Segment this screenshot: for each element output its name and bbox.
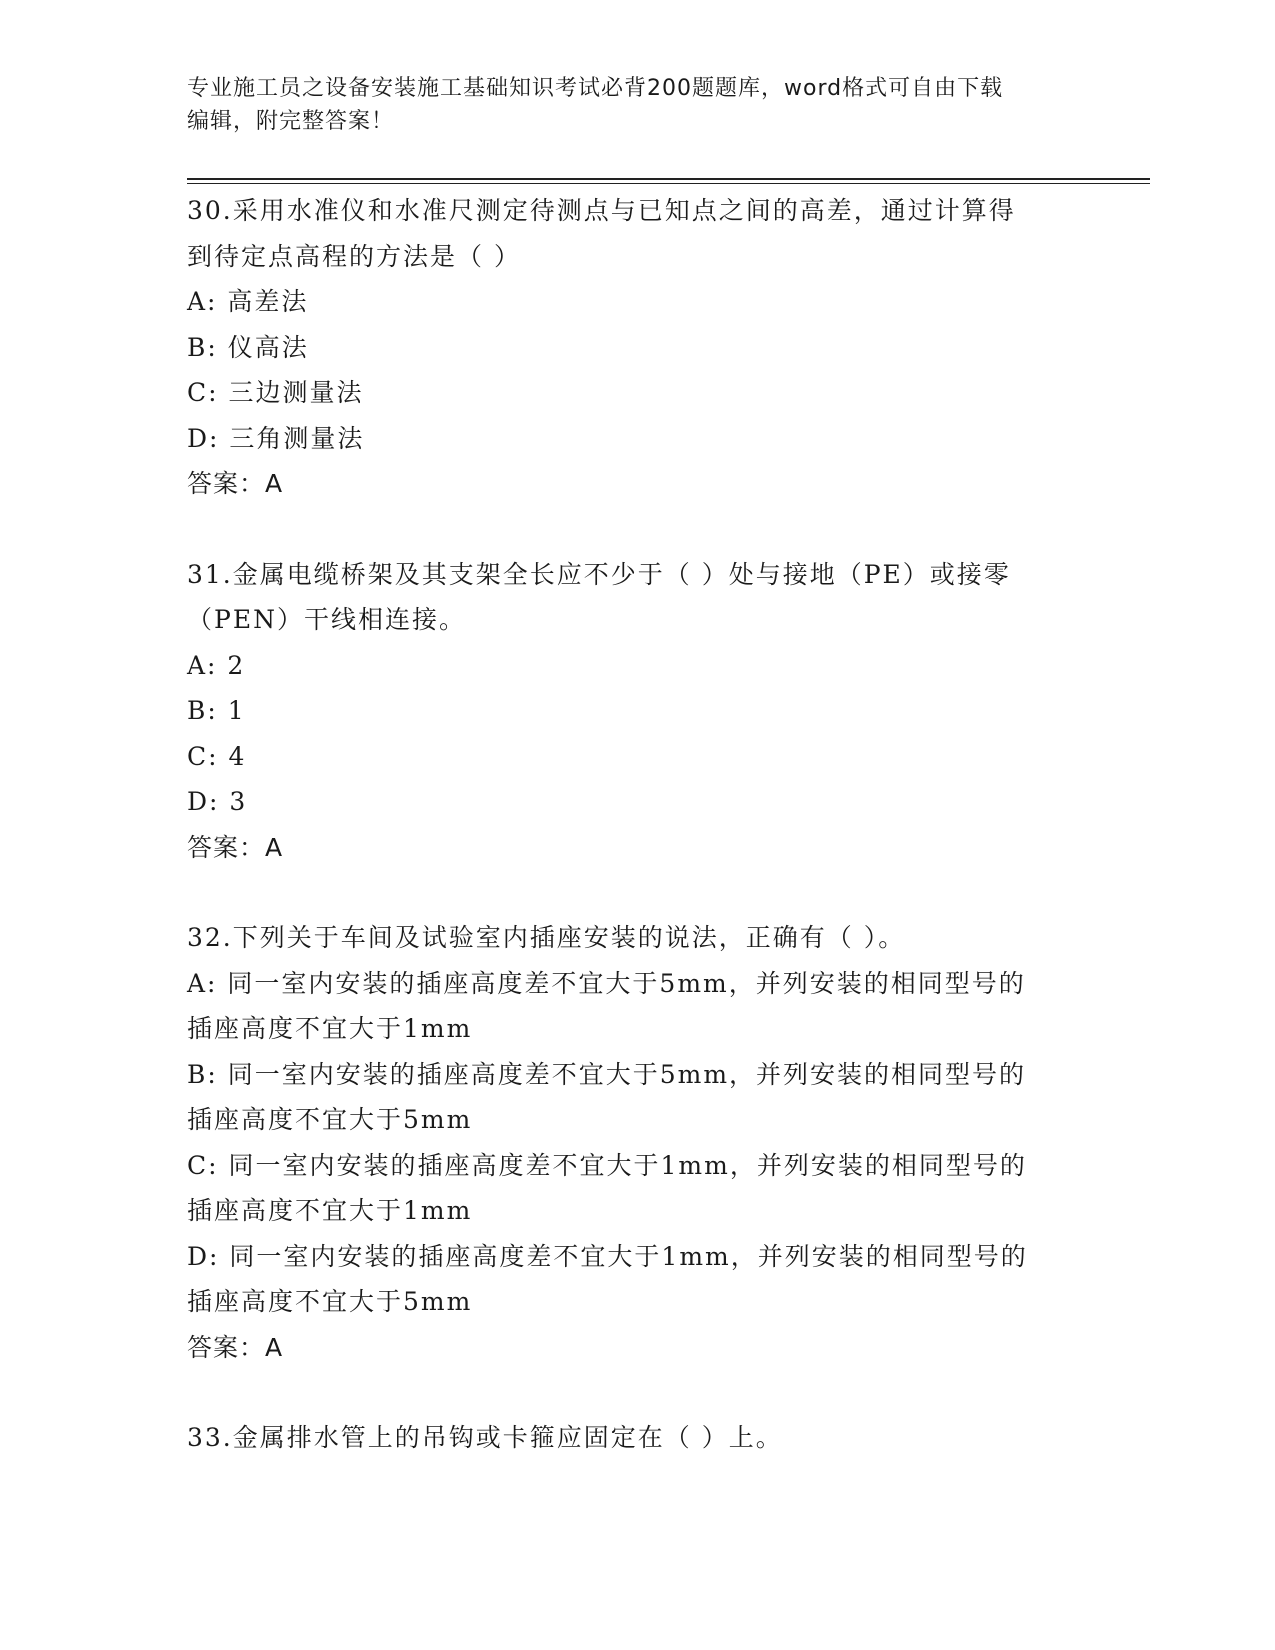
question-stem: 31.金属电缆桥架及其支架全长应不少于（ ）处与接地（PE）或接零 bbox=[187, 559, 1011, 589]
question-stem: 30.采用水准仪和水准尺测定待测点与已知点之间的高差，通过计算得 bbox=[187, 196, 1016, 225]
question-block bbox=[187, 1415, 1087, 1461]
spacer bbox=[187, 870, 1087, 915]
option-d: D: 三角测量法 bbox=[187, 423, 365, 453]
question-stem: 33.金属排水管上的吊钩或卡箍应固定在（ ）上。 bbox=[187, 1423, 783, 1452]
header-divider bbox=[187, 178, 1150, 180]
header-line-2: 编辑，附完整答案！ bbox=[187, 109, 395, 134]
option-d: D: 同一室内安装的插座高度差不宜大于1mm，并列安装的相同型号的 bbox=[187, 1241, 1028, 1271]
spacer bbox=[187, 507, 1087, 552]
option-a: A: 同一室内安装的插座高度差不宜大于5mm，并列安装的相同型号的 bbox=[187, 968, 1026, 998]
option-b: B: 1 bbox=[187, 696, 246, 725]
question-stem: （PEN）干线相连接。 bbox=[187, 605, 466, 634]
spacer bbox=[187, 1370, 1087, 1415]
question-list bbox=[187, 188, 1087, 1461]
option-a: A: 2 bbox=[187, 650, 246, 680]
option-c-continued: 插座高度不宜大于1mm bbox=[187, 1196, 473, 1225]
option-c: C: 同一室内安装的插座高度差不宜大于1mm，并列安装的相同型号的 bbox=[187, 1150, 1027, 1180]
question-block bbox=[187, 915, 1087, 1370]
question-block bbox=[187, 188, 1087, 507]
header-line-1: 专业施工员之设备安装施工基础知识考试必背200题题库，word格式可自由下载 bbox=[187, 76, 1004, 101]
question-block bbox=[187, 552, 1087, 871]
answer-line: 答案：A bbox=[187, 832, 284, 862]
answer-line: 答案：A bbox=[187, 1332, 284, 1362]
option-b-continued: 插座高度不宜大于5mm bbox=[187, 1105, 473, 1134]
option-c: C: 三边测量法 bbox=[187, 378, 364, 407]
question-stem: 到待定点高程的方法是（ ） bbox=[187, 241, 521, 271]
option-c: C: 4 bbox=[187, 741, 247, 771]
option-d-continued: 插座高度不宜大于5mm bbox=[187, 1287, 473, 1316]
document-header bbox=[187, 72, 1077, 138]
option-d: D: 3 bbox=[187, 787, 248, 816]
answer-line: 答案：A bbox=[187, 469, 284, 498]
option-b: B: 仪高法 bbox=[187, 332, 309, 362]
option-b: B: 同一室内安装的插座高度差不宜大于5mm，并列安装的相同型号的 bbox=[187, 1059, 1027, 1089]
option-a: A: 高差法 bbox=[187, 287, 309, 316]
question-stem: 32.下列关于车间及试验室内插座安装的说法，正确有（ ）。 bbox=[187, 923, 906, 952]
option-a-continued: 插座高度不宜大于1mm bbox=[187, 1014, 473, 1043]
header-divider-thin bbox=[187, 183, 1150, 184]
